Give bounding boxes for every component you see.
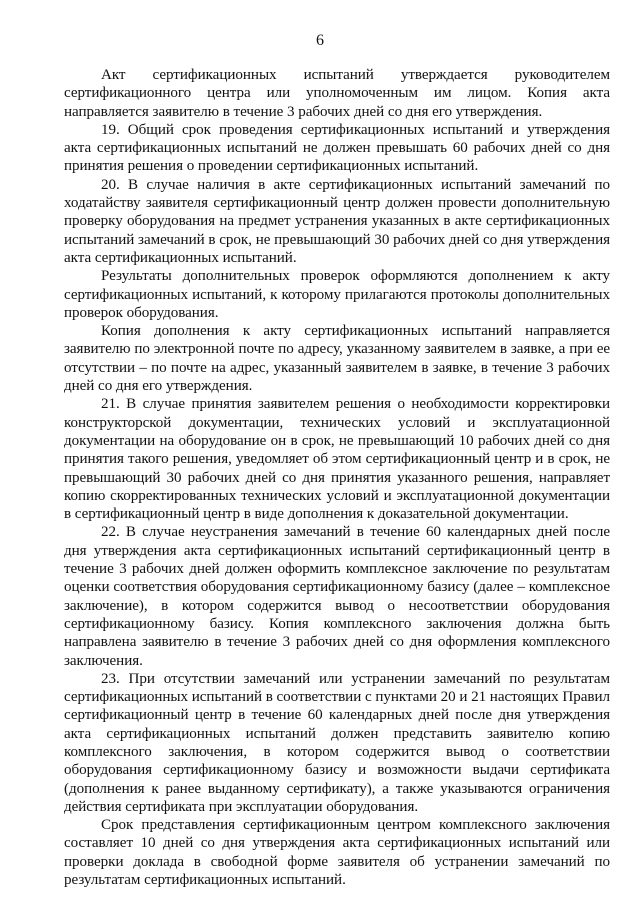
paragraph-conclusion-term: Срок представления сертификационным центром комплексного заключения составляет 10 дней со дня утверждения акта сертификационных испытаний или проверки доклада в свободной форме заявителя об устранении замечаний по результатам сертификационных испытаний. — [64, 817, 610, 889]
document-body — [64, 66, 610, 889]
paragraph-supplement-copy: Копия дополнения к акту сертификационных испытаний направляется заявителю по электронной почте по адресу, указанному заявителем в заявке, а при ее отсутствии – по почте на адрес, указанный заявителем в заявке, в течение 3 рабочих дней со дня его утверждения. — [64, 323, 610, 395]
paragraph-20: 20. В случае наличия в акте сертификационных испытаний замечаний по ходатайству заявителя сертификационный центр должен провести дополнительную проверку оборудования на предмет устранения указанных в акте сертификационных испытаний замечаний в срок, не превышающий 30 рабочих дней со дня утверждения акта сертификационных испытаний. — [64, 176, 610, 266]
paragraph-additional-checks: Результаты дополнительных проверок оформляются дополнением к акту сертификационных испытаний, к которому прилагаются протоколы дополнительных проверок оборудования. — [64, 268, 610, 321]
paragraph-22: 22. В случае неустранения замечаний в течение 60 календарных дней после дня утверждения акта сертификационных испытаний сертификационный центр в течение 3 рабочих дней должен оформить комплексное заключение по результатам оценки соответствия оборудования сертификационному базису (далее – комплексное заключение), в котором содержится вывод о несоответствии оборудования сертификационному базису. Копия комплексного заключения должна быть направлена заявителю в течение 3 рабочих дней со дня оформления комплексного заключения. — [64, 524, 610, 669]
page-number: 6 — [316, 32, 324, 49]
paragraph-23: 23. При отсутствии замечаний или устранении замечаний по результатам сертификационных испытаний в соответствии с пунктами 20 и 21 настоящих Правил сертификационный центр в течение 60 календарных дней после дня утверждения акта сертификационных испытаний должен представить заявителю копию комплексного заключения, в котором содержится вывод о соответствии оборудования сертификационному базису и возможности выдачи сертификата (дополнения к ранее выданному сертификату), а также указываются ограничения действия сертификата при эксплуатации оборудования. — [64, 670, 610, 815]
paragraph-21: 21. В случае принятия заявителем решения о необходимости корректировки конструкторской документации, технических условий и эксплуатационной документации на оборудование он в срок, не превышающий 10 рабочих дней со дня принятия такого решения, уведомляет об этом сертификационный центр и в срок, не превышающий 30 рабочих дней со дня принятия указанного решения, направляет копию скорректированных технических условий и эксплуатационной документации в сертификационный центр в виде дополнения к доказательной документации. — [64, 396, 610, 523]
paragraph-19: 19. Общий срок проведения сертификационных испытаний и утверждения акта сертификационных испытаний не должен превышать 60 рабочих дней со дня принятия решения о проведении сертификационных испытаний. — [64, 121, 610, 175]
paragraph-act-approval: Акт сертификационных испытаний утверждается руководителем сертификационного центра или уполномоченным им лицом. Копия акта направляется заявителю в течение 3 рабочих дней со дня его утверждения. — [64, 67, 610, 120]
